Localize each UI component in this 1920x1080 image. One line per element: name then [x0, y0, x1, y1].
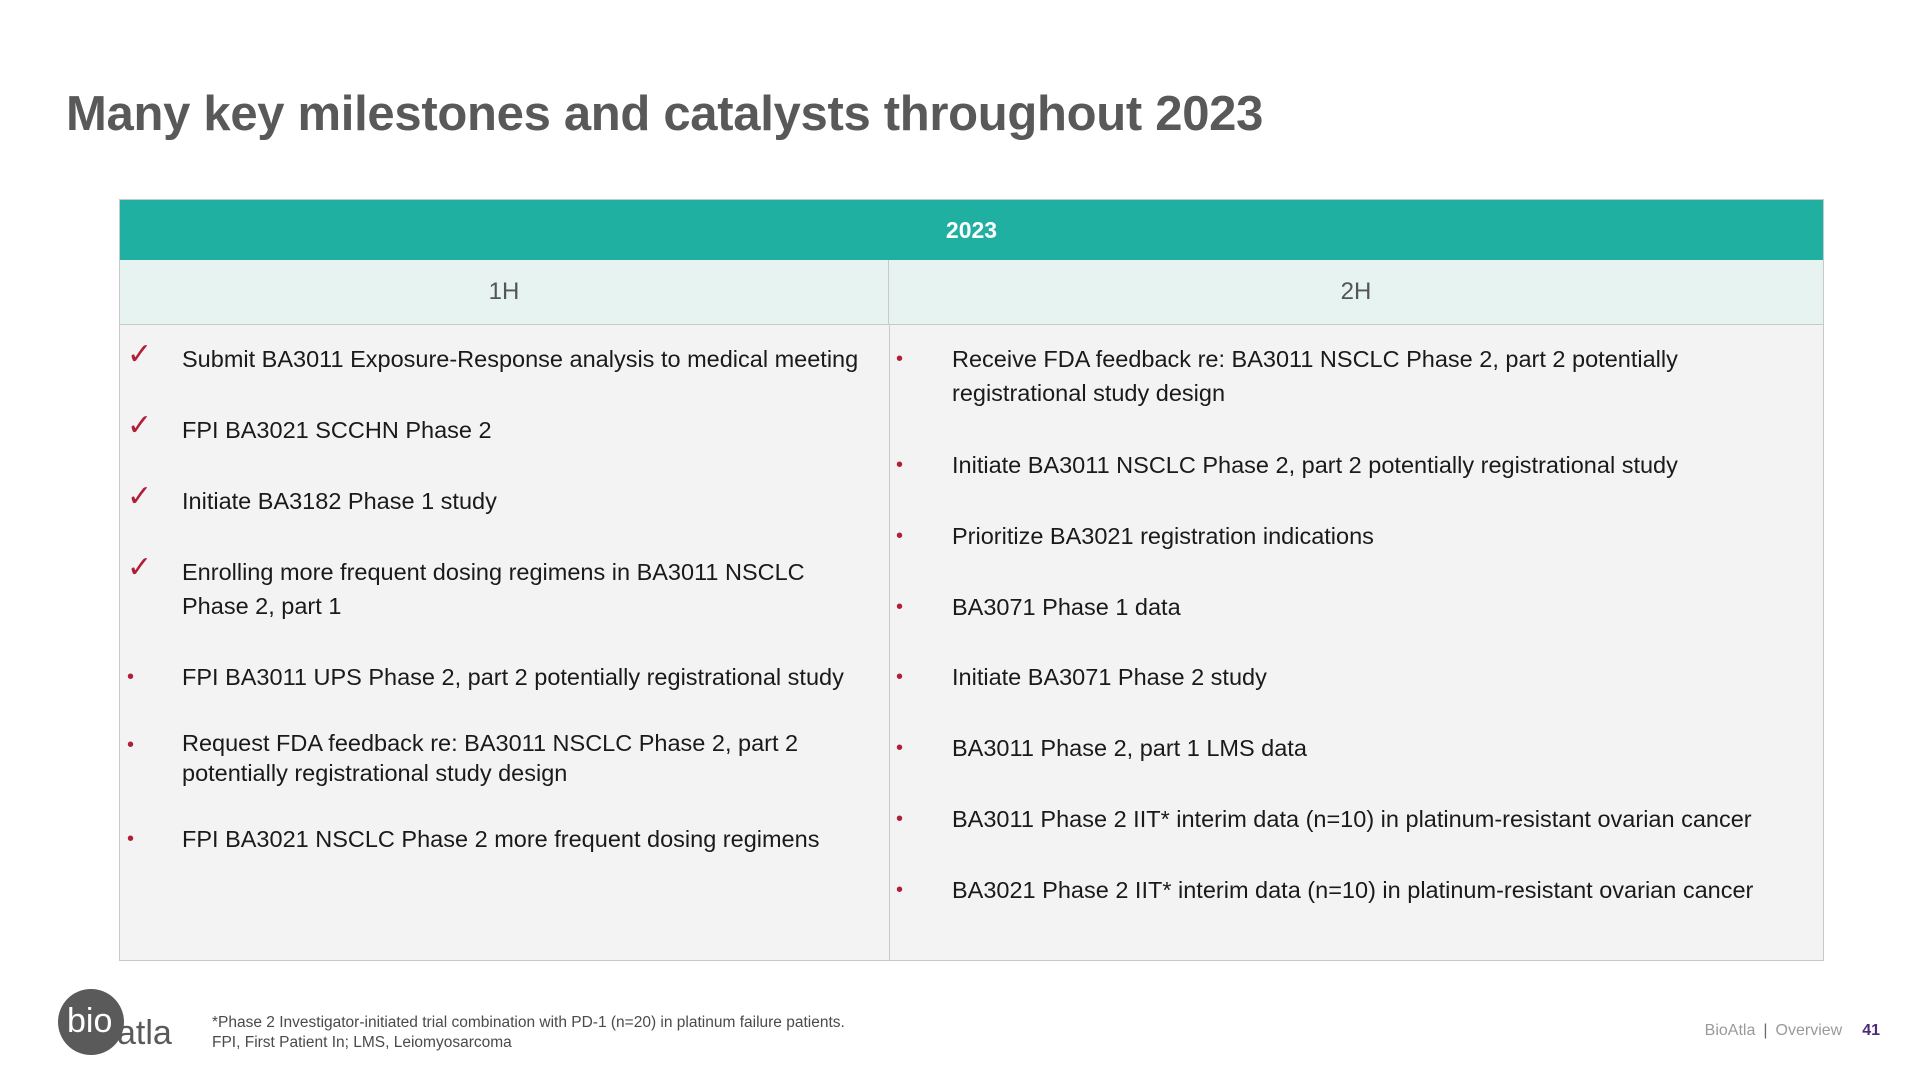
footnote-line-2: FPI, First Patient In; LMS, Leiomyosarcoma: [212, 1034, 512, 1051]
milestone-2h-1: Receive FDA feedback re: BA3011 NSCLC Phase 2, part 2 potentially registrational study design: [952, 346, 1678, 406]
check-icon: ✓: [127, 550, 153, 585]
footnote: [212, 1013, 845, 1053]
bullet-icon: •: [896, 348, 904, 370]
bullet-icon: •: [896, 666, 904, 688]
bullet-icon: •: [896, 879, 904, 901]
column-header-1h: 1H: [120, 260, 889, 325]
milestone-2h-2: Initiate BA3011 NSCLC Phase 2, part 2 potentially registrational study: [952, 452, 1678, 478]
bullet-icon: •: [896, 454, 904, 476]
footnote-line-1: *Phase 2 Investigator-initiated trial combination with PD-1 (n=20) in platinum failure patients.: [212, 1014, 845, 1031]
svg-text:bio: bio: [67, 1002, 113, 1040]
check-icon: ✓: [127, 479, 153, 514]
bullet-icon: •: [896, 808, 904, 830]
milestones-table: [119, 199, 1824, 961]
year-header: 2023: [120, 200, 1823, 260]
milestone-1h-7: FPI BA3021 NSCLC Phase 2 more frequent dosing regimens: [182, 826, 820, 852]
bullet-icon: •: [127, 734, 135, 756]
bullet-icon: •: [896, 737, 904, 759]
milestone-2h-7: BA3011 Phase 2 IIT* interim data (n=10) in platinum-resistant ovarian cancer: [952, 806, 1752, 832]
milestone-1h-2: FPI BA3021 SCCHN Phase 2: [182, 417, 492, 443]
footer: [1705, 1022, 1880, 1040]
slide-title: Many key milestones and catalysts throughout 2023: [66, 87, 1264, 141]
bullet-icon: •: [896, 596, 904, 618]
milestone-1h-4: Enrolling more frequent dosing regimens in BA3011 NSCLC Phase 2, part 1: [182, 559, 805, 619]
column-header-2h: 2H: [889, 260, 1823, 325]
svg-text:atla: atla: [117, 1014, 172, 1052]
check-icon: ✓: [127, 408, 153, 443]
page-number: 41: [1862, 1022, 1880, 1039]
column-divider: [889, 325, 890, 961]
milestone-1h-5: FPI BA3011 UPS Phase 2, part 2 potentially registrational study: [182, 664, 844, 690]
bullet-icon: •: [896, 525, 904, 547]
milestone-1h-6: Request FDA feedback re: BA3011 NSCLC Phase 2, part 2 potentially registrational study design: [182, 730, 799, 786]
bullet-icon: •: [127, 828, 135, 850]
footer-company: BioAtla: [1704, 1022, 1756, 1039]
bioatla-logo: [57, 988, 197, 1056]
milestone-2h-8: BA3021 Phase 2 IIT* interim data (n=10) in platinum-resistant ovarian cancer: [952, 877, 1754, 903]
milestone-1h-1: Submit BA3011 Exposure-Response analysis to medical meeting: [182, 346, 859, 372]
milestone-2h-4: BA3071 Phase 1 data: [952, 594, 1181, 620]
milestone-2h-6: BA3011 Phase 2, part 1 LMS data: [952, 735, 1307, 761]
footer-separator: |: [1763, 1022, 1768, 1039]
bullet-icon: •: [127, 666, 135, 688]
check-icon: ✓: [127, 337, 153, 372]
milestone-2h-5: Initiate BA3071 Phase 2 study: [952, 664, 1267, 690]
milestone-1h-3: Initiate BA3182 Phase 1 study: [182, 488, 497, 514]
milestone-2h-3: Prioritize BA3021 registration indications: [952, 523, 1374, 549]
footer-section: Overview: [1775, 1022, 1843, 1039]
